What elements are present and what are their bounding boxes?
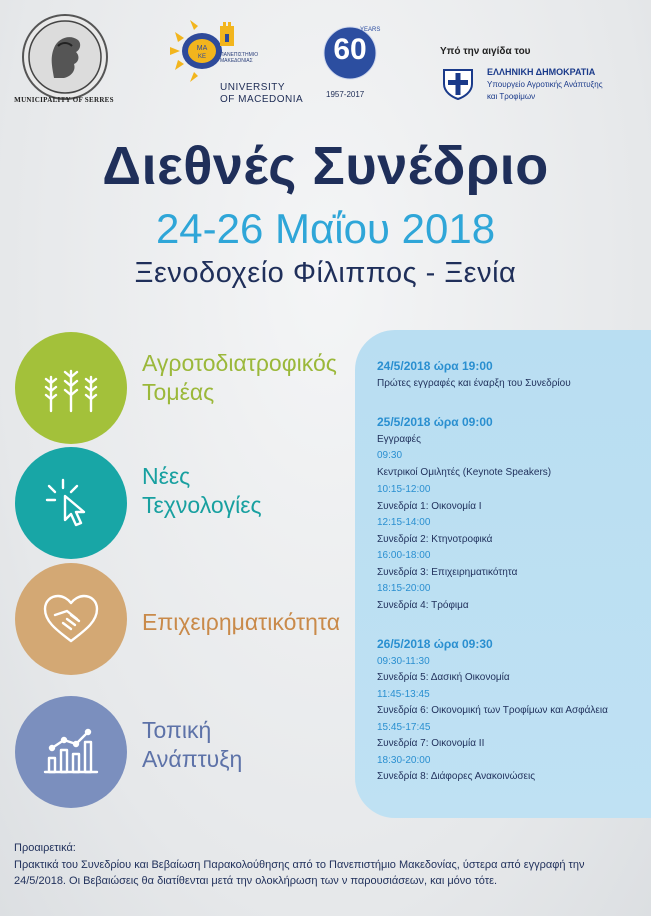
agrifood-circle: [15, 332, 127, 444]
topic-entrepreneurship: [142, 608, 340, 637]
day2-time-1: 09:30: [377, 450, 403, 461]
auspices-label: Υπό την αιγίδα του: [440, 46, 531, 57]
years-label: YEARS: [360, 27, 381, 33]
day3-time-1: 09:30-11:30: [377, 656, 430, 667]
topic-technology-line-2: Τεχνολογίες: [142, 492, 262, 518]
topic-entrepreneurship-line-1: Επιχειρηματικότητα: [142, 609, 340, 635]
day2-time-3: 12:15-14:00: [377, 517, 431, 528]
university-line-1: UNIVERSITY: [220, 82, 286, 93]
day2-item-2: Κεντρικοί Ομιλητές (Keynote Speakers): [377, 467, 552, 478]
day3-item-3: Συνεδρία 7: Οικονομία II: [377, 738, 485, 749]
alexander-head-icon: [24, 16, 106, 98]
cursor-click-icon: [41, 476, 101, 530]
svg-text:ΜΑ: ΜΑ: [196, 45, 208, 52]
growth-chart-icon: [41, 728, 101, 776]
topic-local-development-line-1: Τοπική: [142, 717, 212, 743]
day3-item-2: Συνεδρία 6: Οικονομική των Τροφίμων και Ασφάλεια: [377, 705, 608, 716]
optional-label: Προαιρετικά:: [14, 842, 76, 854]
day2-time-4: 16:00-18:00: [377, 550, 431, 561]
technology-circle: [15, 447, 127, 559]
day2-time-2: 10:15-12:00: [377, 484, 431, 495]
topic-technology: [142, 462, 262, 520]
university-name: [220, 82, 303, 106]
sixty-number: 60: [333, 33, 367, 66]
university-line-2: OF MACEDONIA: [220, 94, 304, 105]
day2-item-1: Εγγραφές: [377, 434, 421, 445]
day1-heading: 24/5/2018 ώρα 19:00: [377, 359, 493, 373]
topic-local-development: [142, 716, 242, 774]
day3-time-2: 11:45-13:45: [377, 689, 430, 700]
topic-agrifood: [142, 349, 337, 407]
local-development-circle: [15, 696, 127, 808]
wheat-icon: [39, 363, 103, 413]
sixty-years-logo: [322, 25, 381, 81]
topic-local-development-line-2: Ανάπτυξη: [142, 746, 243, 772]
day2-item-3: Συνεδρία 1: Οικονομία I: [377, 501, 482, 512]
conference-dates: 24-26 Μαΐου 2018: [155, 205, 496, 252]
conference-venue: Ξενοδοχείο Φίλιππος - Ξενία: [134, 257, 517, 289]
conference-title: Διεθνές Συνέδριο: [102, 136, 549, 196]
day1-item-1: Πρώτες εγγραφές και έναρξη του Συνεδρίου: [377, 378, 571, 389]
day3-item-4: Συνεδρία 8: Διάφορες Ανακοινώσεις: [377, 771, 536, 782]
municipality-logo: [22, 14, 108, 100]
topic-agrifood-line-2: Τομέας: [142, 379, 215, 405]
university-emblem-icon: [170, 20, 236, 82]
university-small-text: ΠΑΝΕΠΙΣΤΗΜΙΟ ΜΑΚΕΔΟΝΙΑΣ: [220, 52, 259, 64]
day3-heading: 26/5/2018 ώρα 09:30: [377, 637, 493, 651]
day3-item-1: Συνεδρία 5: Δασική Οικονομία: [377, 672, 510, 683]
years-range: 1957-2017: [326, 90, 365, 99]
ministry-line-1: Υπουργείο Αγροτικής Ανάπτυξης: [487, 80, 603, 89]
government-name: ΕΛΛΗΝΙΚΗ ΔΗΜΟΚΡΑΤΙΑ: [487, 67, 596, 77]
ministry-line-2: και Τροφίμων: [487, 92, 536, 101]
day2-item-6: Συνεδρία 4: Τρόφιμα: [377, 600, 469, 611]
municipality-caption: MUNICIPALITY OF SERRES: [14, 96, 114, 104]
day2-heading: 25/5/2018 ώρα 09:00: [377, 415, 493, 429]
greek-coat-of-arms-icon: [440, 64, 476, 100]
topic-technology-line-1: Νέες: [142, 463, 191, 489]
topic-agrifood-line-1: Αγροτοδιατροφικός: [142, 350, 337, 376]
svg-text:ΚΕ: ΚΕ: [197, 54, 207, 60]
day3-time-3: 15:45-17:45: [377, 722, 431, 733]
optional-text: Πρακτικά του Συνεδρίου και Βεβαίωση Παρακολούθησης από το Πανεπιστήμιο Μακεδονίας, ύστερα από εγγραφή την 24/5/2018. Οι Βεβαιώσεις θα διατίθενται μετά την ολοκλήρωση των ν παρουσιάσεων, και μόνο τότε.: [14, 859, 585, 887]
handshake-heart-icon: [41, 593, 101, 645]
day2-item-5: Συνεδρία 3: Επιχειρηματικότητα: [377, 567, 518, 578]
day2-item-4: Συνεδρία 2: Κτηνοτροφικά: [377, 534, 493, 545]
day2-time-5: 18:15-20:00: [377, 583, 431, 594]
entrepreneurship-circle: [15, 563, 127, 675]
day3-time-4: 18:30-20:00: [377, 755, 431, 766]
